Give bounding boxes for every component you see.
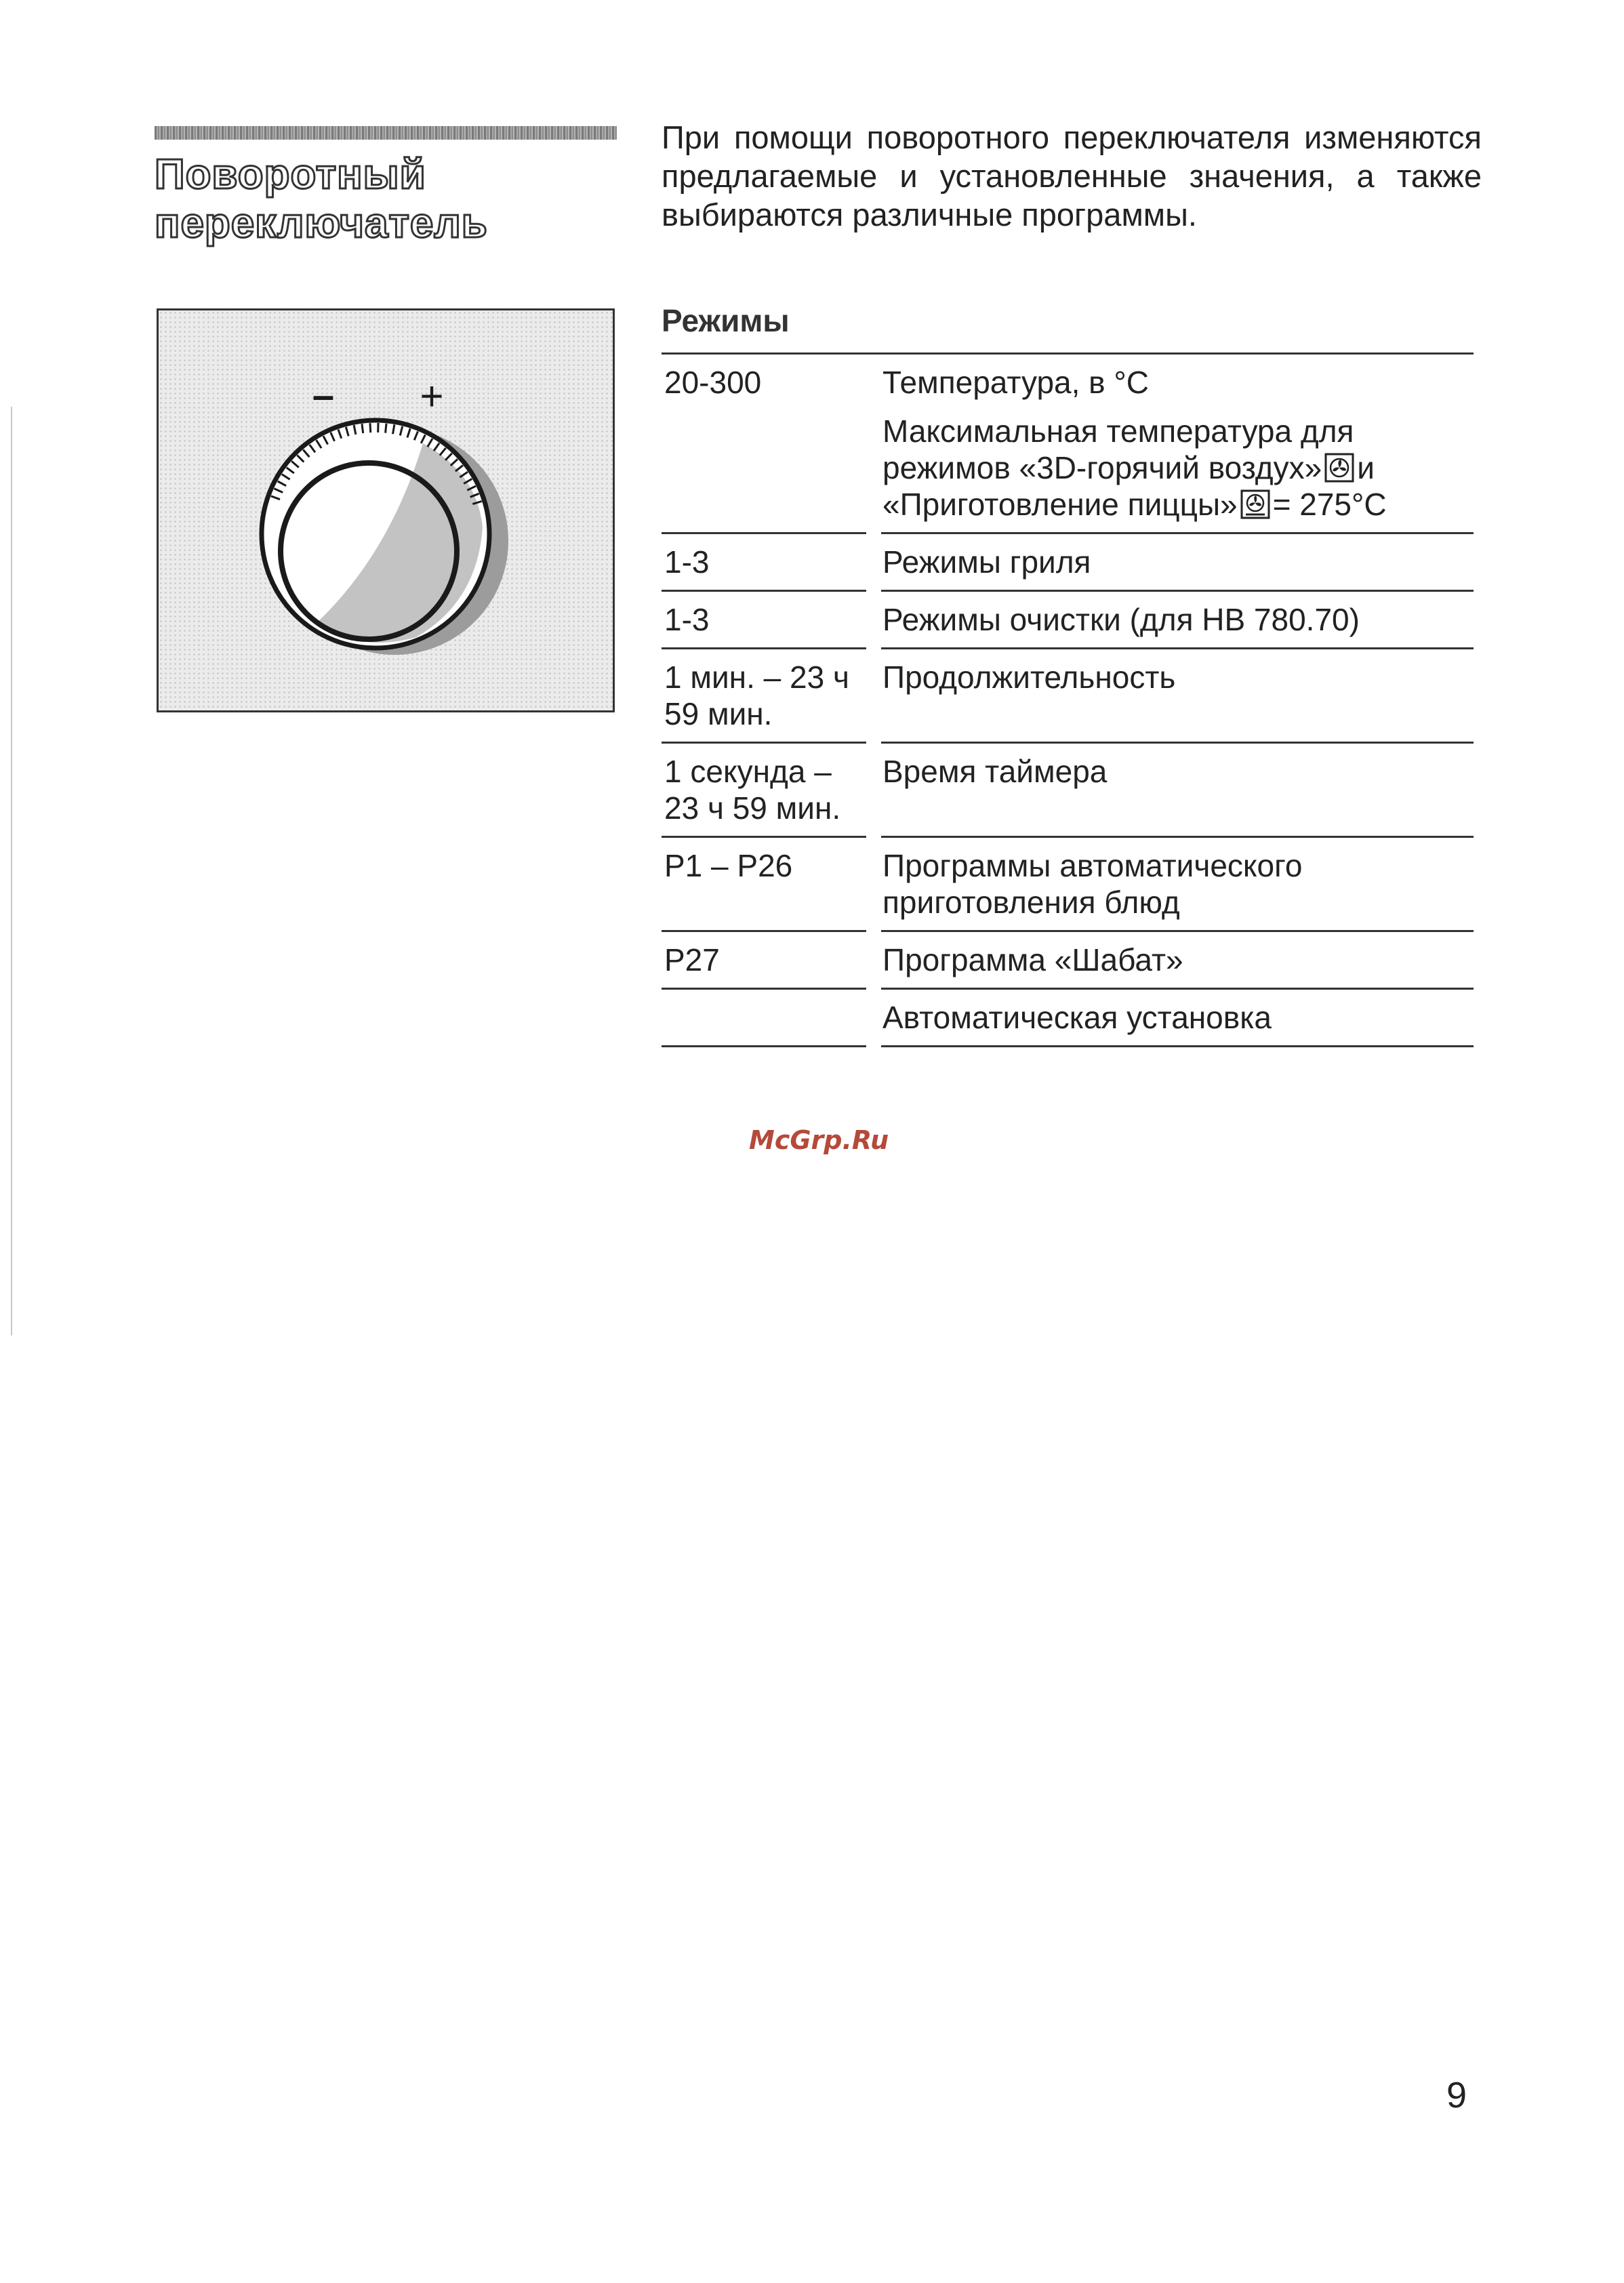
rotary-knob-illustration [159, 310, 613, 710]
mode-description: Программы автоматического приготовления блюд [881, 838, 1474, 932]
rotary-knob-figure [157, 308, 615, 712]
mode-description [881, 355, 1474, 534]
intro-paragraph: При помощи поворотного переключателя изменяются предлагаемые и установленные значения, а также выбираются различные программы. [662, 119, 1482, 233]
table-row [662, 990, 1474, 1047]
mode-value: 20-300 [662, 355, 866, 534]
watermark: McGrp.Ru [749, 1125, 889, 1155]
table-row [662, 534, 1474, 592]
plus-label: + [420, 373, 444, 419]
table-row [662, 932, 1474, 990]
table-row [662, 838, 1474, 932]
max-temp-note-part1: Максимальная температура для режимов «3D-горячий воздух» [882, 413, 1354, 485]
mode-value: 1-3 [662, 592, 866, 649]
modes-heading: Режимы [662, 303, 790, 338]
mode-value: P1 – P26 [662, 838, 866, 932]
mode-value [662, 990, 866, 1047]
table-row [662, 592, 1474, 649]
mode-description: Время таймера [881, 744, 1474, 838]
table-row [662, 744, 1474, 838]
mode-description: Режимы гриля [881, 534, 1474, 592]
scan-edge-line [11, 407, 12, 1335]
table-row [662, 355, 1474, 534]
max-temp-note-part2: и «Приготовление пиццы» [882, 450, 1375, 522]
mode-value: 1 секунда – 23 ч 59 мин. [662, 744, 866, 838]
page-number: 9 [1446, 2075, 1467, 2116]
max-temp-note [882, 413, 1471, 523]
mode-description: Программа «Шабат» [881, 932, 1474, 990]
mode-desc-text: Температура, в °C [882, 365, 1149, 400]
3d-hot-air-icon [1324, 453, 1354, 483]
mode-value: 1-3 [662, 534, 866, 592]
pizza-mode-icon [1240, 489, 1270, 519]
mode-description: Автоматическая установка [881, 990, 1474, 1047]
knurl-tick [370, 423, 371, 432]
section-title: Поворотный переключатель [155, 151, 488, 247]
modes-table [662, 355, 1474, 1047]
mode-description: Продолжительность [881, 649, 1474, 744]
table-row [662, 649, 1474, 744]
max-temp-note-part3: = 275°C [1272, 487, 1387, 522]
section-header-bar [155, 126, 617, 140]
mode-description: Режимы очистки (для HB 780.70) [881, 592, 1474, 649]
mode-value: 1 мин. – 23 ч 59 мин. [662, 649, 866, 744]
knurl-tick [362, 424, 363, 433]
minus-label: – [312, 373, 335, 418]
mode-value: P27 [662, 932, 866, 990]
